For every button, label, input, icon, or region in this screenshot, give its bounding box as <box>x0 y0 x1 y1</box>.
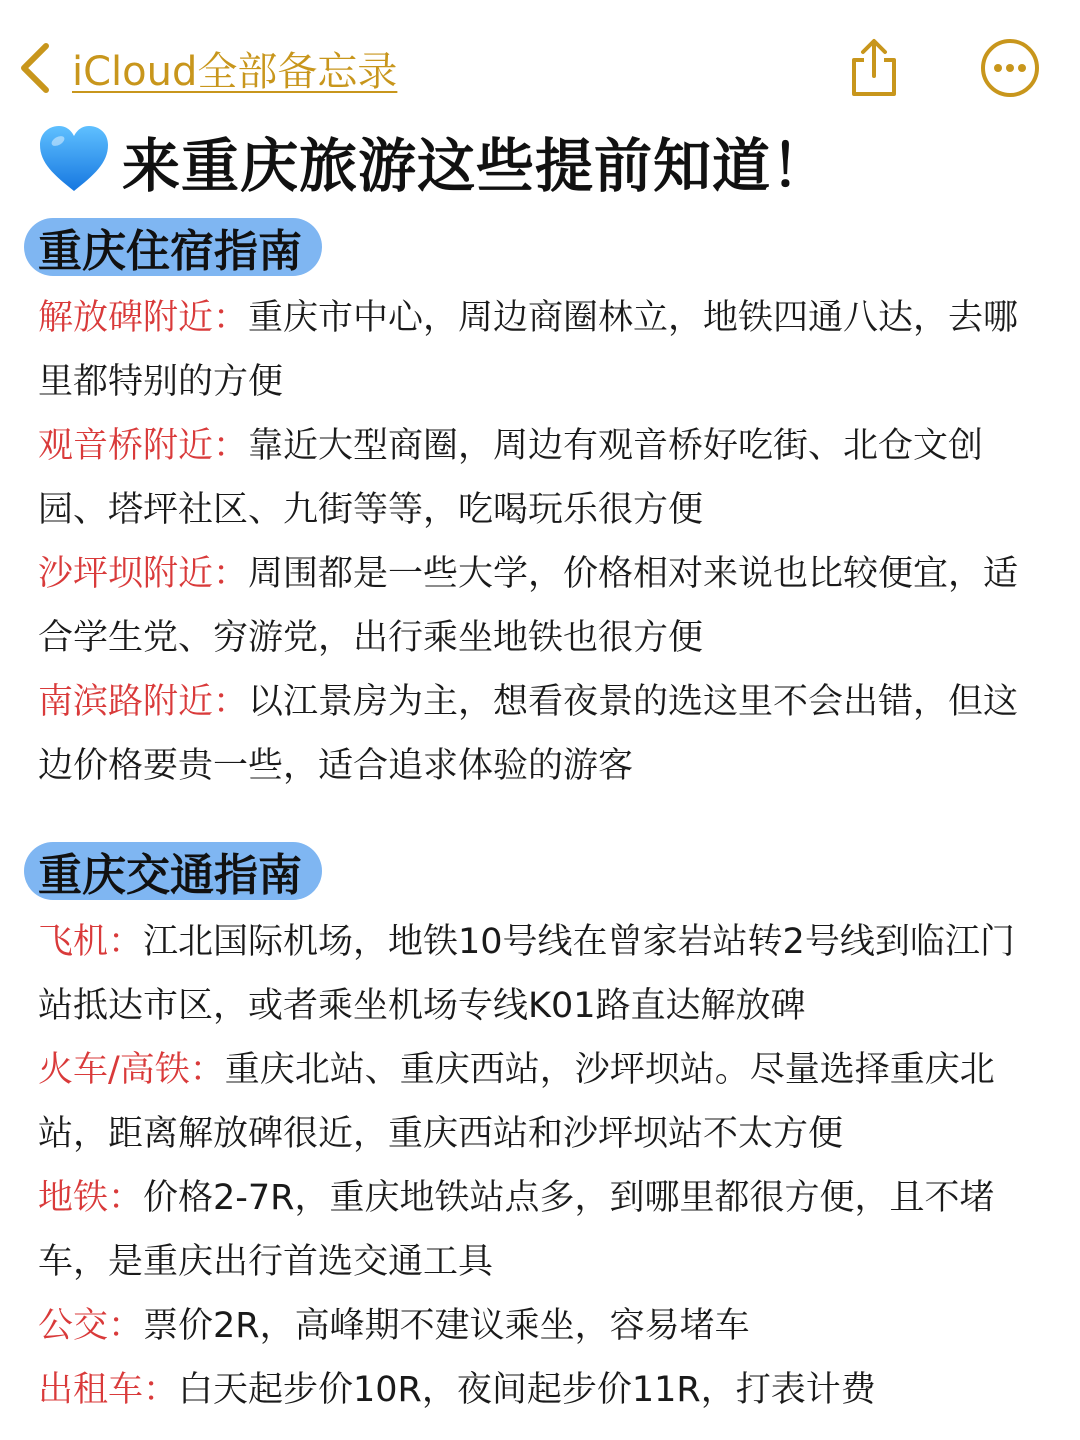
item-label: 飞机： <box>38 922 144 962</box>
back-label: iCloud全部备忘录 <box>72 48 398 95</box>
chevron-left-icon <box>18 42 52 94</box>
item-label: 火车/高铁： <box>38 1050 225 1090</box>
item-label: 出租车： <box>38 1370 179 1410</box>
section-header-accommodation: 重庆住宿指南 <box>24 218 322 276</box>
item-label: 地铁： <box>38 1178 144 1218</box>
more-icon <box>978 85 1042 104</box>
item-text: 重庆北站、重庆西站，沙坪坝站。尽量选择重庆北站，距离解放碑很近，重庆西站和沙坪坝站不太方便 <box>38 1050 995 1154</box>
share-icon <box>842 85 906 104</box>
item-label: 观音桥附近： <box>38 426 249 466</box>
list-item <box>38 1038 1048 1166</box>
item-label: 沙坪坝附近： <box>38 554 249 594</box>
note-title <box>36 118 830 204</box>
item-text: 江北国际机场，地铁10号线在曾家岩站转2号线到临江门站抵达市区，或者乘坐机场专线K01路直达解放碑 <box>38 922 1015 1026</box>
item-text: 票价2R，高峰期不建议乘坐，容易堵车 <box>143 1306 750 1346</box>
more-button[interactable] <box>978 36 1042 100</box>
item-label: 南滨路附近： <box>38 682 249 722</box>
list-item <box>38 1294 1048 1358</box>
list-item <box>38 414 1048 542</box>
list-item <box>38 1358 1048 1422</box>
item-label: 公交： <box>38 1306 144 1346</box>
item-text: 价格2-7R，重庆地铁站点多，到哪里都很方便，且不堵车，是重庆出行首选交通工具 <box>38 1178 995 1282</box>
item-text: 周围都是一些大学，价格相对来说也比较便宜，适合学生党、穷游党，出行乘坐地铁也很方便 <box>38 554 1019 658</box>
share-button[interactable] <box>842 36 906 100</box>
list-item <box>38 910 1048 1038</box>
section-header-transport: 重庆交通指南 <box>24 842 322 900</box>
title-text: 来重庆旅游这些提前知道！ <box>122 132 831 200</box>
item-text: 重庆市中心，周边商圈林立，地铁四通八达，去哪里都特别的方便 <box>38 298 1019 402</box>
item-label: 解放碑附近： <box>38 298 249 338</box>
item-text: 白天起步价10R，夜间起步价11R，打表计费 <box>178 1370 876 1410</box>
list-item <box>38 1166 1048 1294</box>
item-text: 以江景房为主，想看夜景的选这里不会出错，但这边价格要贵一些，适合追求体验的游客 <box>38 682 1019 786</box>
item-text: 靠近大型商圈，周边有观音桥好吃街、北仓文创园、塔坪社区、九街等等，吃喝玩乐很方便 <box>38 426 984 530</box>
list-item <box>38 670 1048 798</box>
nav-bar <box>0 0 1080 120</box>
list-item <box>38 542 1048 670</box>
blue-heart-icon <box>36 123 112 199</box>
back-button[interactable] <box>18 38 397 98</box>
list-item <box>38 286 1048 414</box>
